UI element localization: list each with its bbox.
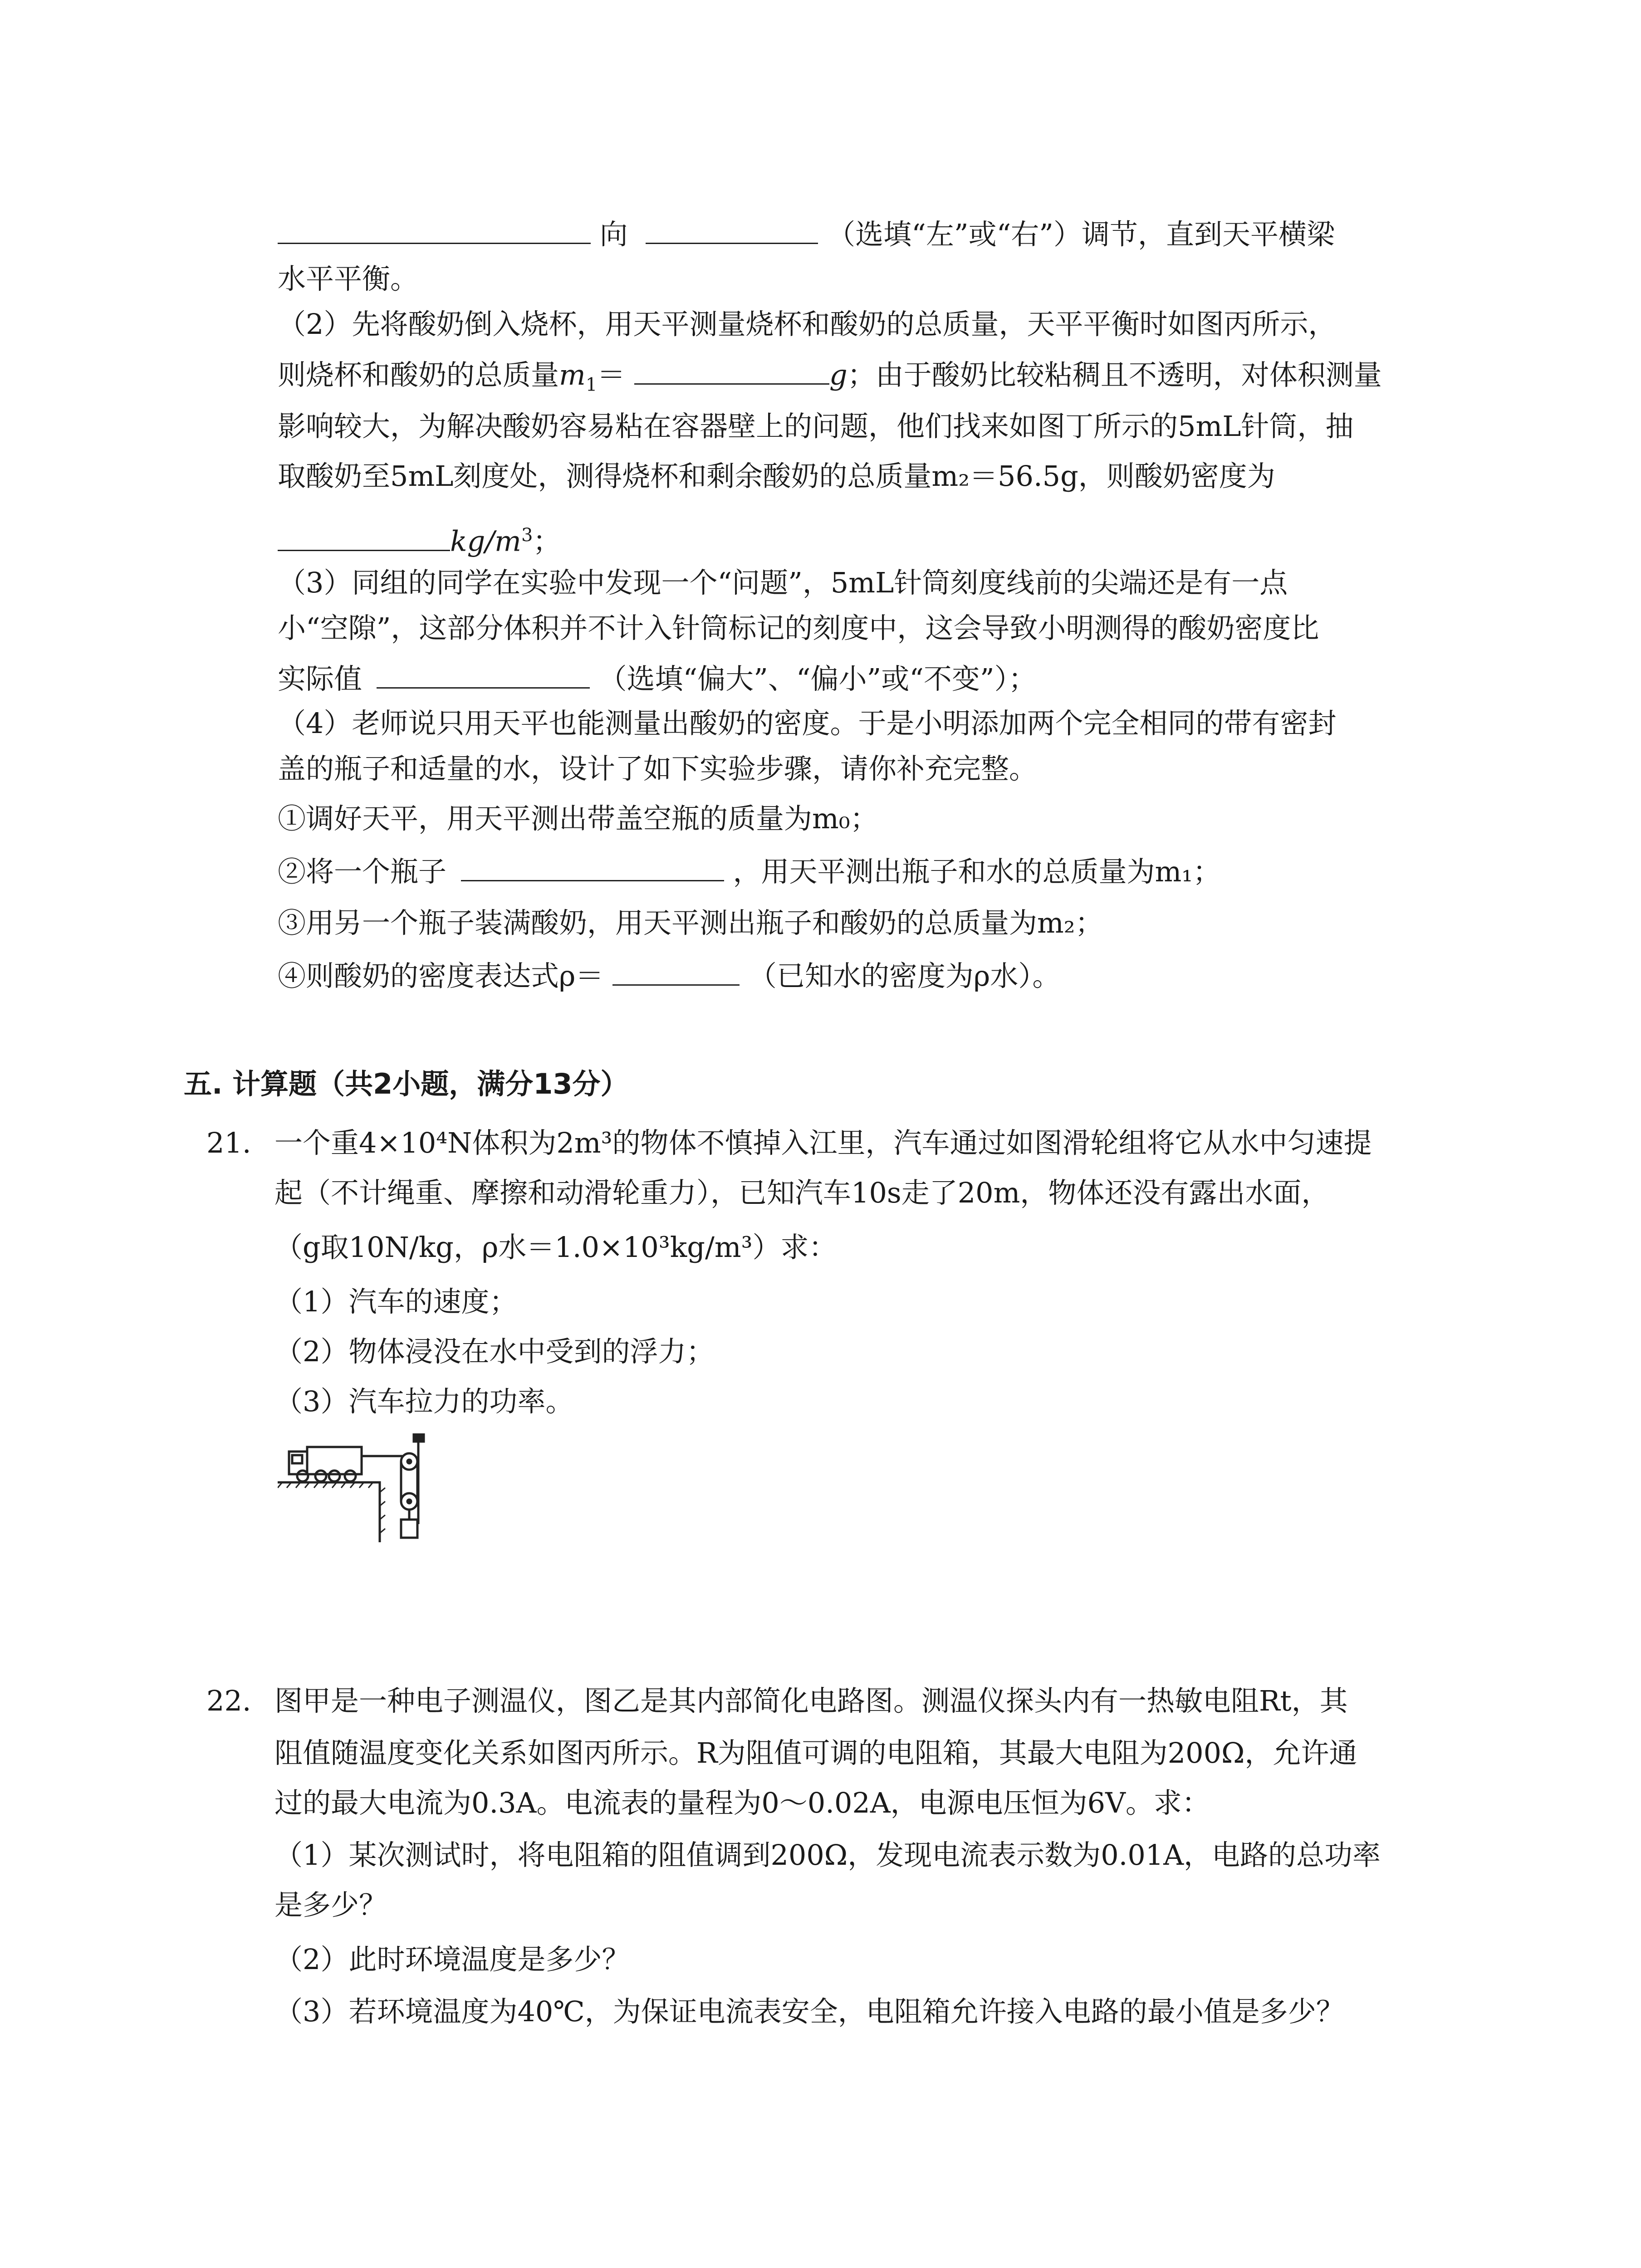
q20-step-1: ①调好天平，用天平测出带盖空瓶的质量为m₀；: [278, 802, 878, 835]
q20-p3-a: （3）同组的同学在实验中发现一个“问题”，5mL针筒刻度线前的尖端还是有一点: [278, 566, 1288, 599]
text: ；由于酸奶比较粘稠且不透明，对体积测量: [847, 358, 1382, 391]
q20-p2-d: 取酸奶至5mL刻度处，测得烧杯和剩余酸奶的总质量m₂＝56.5g，则酸奶密度为: [278, 459, 1275, 493]
answer-blank-4[interactable]: [278, 518, 450, 551]
q20-p4-a: （4）老师说只用天平也能测量出酸奶的密度。于是小明添加两个完全相同的带有密封: [278, 707, 1337, 740]
q20-p2-e: [278, 513, 1641, 564]
q21-item-2: （2）物体浸没在水中受到的浮力；: [274, 1335, 715, 1368]
q20-p2-b: [278, 352, 1641, 407]
q20-step-3: ③用另一个瓶子装满酸奶，用天平测出瓶子和酸奶的总质量为m₂；: [278, 906, 1103, 939]
q22-line-c: 过的最大电流为0.3A。电流表的量程为0～0.02A，电源电压恒为6V。求：: [274, 1786, 1210, 1819]
q21-line-a: 一个重4×10⁴N体积为2m³的物体不慎掉入江里，汽车通过如图滑轮组将它从水中匀速提: [274, 1126, 1372, 1159]
q20-p2-a: （2）先将酸奶倒入烧杯，用天平测量烧杯和酸奶的总质量，天平平衡时如图丙所示，: [278, 308, 1337, 341]
section-title: 五. 计算题（共2小题，满分13分）: [184, 1067, 629, 1100]
answer-blank-6[interactable]: [461, 848, 724, 881]
q21-line-c: （g取10N/kg，ρ水＝1.0×10³kg/m³）求：: [274, 1231, 837, 1264]
text: ，用天平测出瓶子和水的总质量为m₁；: [733, 855, 1221, 888]
q22-line-a: 图甲是一种电子测温仪，图乙是其内部简化电路图。测温仪探头内有一热敏电阻Rt，其: [274, 1684, 1348, 1717]
text: （选填“偏大”、“偏小”或“不变”）；: [598, 662, 1037, 695]
text: 向: [599, 218, 628, 251]
q20-step-2: [278, 848, 1641, 894]
q22-item-1b: 是多少？: [274, 1888, 387, 1921]
text: ④则酸奶的密度表达式ρ＝: [278, 959, 604, 992]
q20-line-a: [278, 211, 1641, 257]
q21-number: 21.: [206, 1126, 251, 1159]
answer-blank-2[interactable]: [646, 211, 818, 244]
subscript: 1: [585, 374, 598, 396]
q22-item-3: （3）若环境温度为40℃，为保证电流表安全，电阻箱允许接入电路的最小值是多少？: [274, 1995, 1344, 2028]
answer-blank-3[interactable]: [634, 352, 829, 385]
equals: ＝: [597, 358, 626, 391]
q20-p3-c: [278, 655, 1641, 702]
unit: g: [829, 358, 847, 391]
q21-item-3: （3）汽车拉力的功率。: [274, 1385, 574, 1418]
q20-p3-b: 小“空隙”，这部分体积并不计入针筒标记的刻度中，这会导致小明测得的酸奶密度比: [278, 611, 1319, 645]
unit: kg/m: [450, 524, 521, 558]
truck-pulley-figure: [278, 1433, 468, 1542]
text: 则烧杯和酸奶的总质量: [278, 358, 559, 391]
text: 实际值: [278, 662, 362, 695]
q22-item-1a: （1）某次测试时，将电阻箱的阻值调到200Ω，发现电流表示数为0.01A，电路的总功率: [274, 1838, 1381, 1872]
q22-number: 22.: [206, 1684, 251, 1717]
q22-item-2: （2）此时环境温度是多少？: [274, 1943, 630, 1976]
q20-p2-c: 影响较大，为解决酸奶容易粘在容器壁上的问题，他们找来如图丁所示的5mL针筒，抽: [278, 410, 1354, 443]
answer-blank-1[interactable]: [278, 211, 591, 244]
text: ；: [533, 524, 561, 558]
q21-item-1: （1）汽车的速度；: [274, 1285, 518, 1318]
text: ②将一个瓶子: [278, 855, 447, 888]
superscript: 3: [521, 525, 533, 546]
text: （选填“左”或“右”）调节，直到天平横梁: [827, 218, 1335, 251]
q22-line-b: 阻值随温度变化关系如图丙所示。R为阻值可调的电阻箱，其最大电阻为200Ω，允许通: [274, 1736, 1357, 1769]
var-m: m: [559, 358, 586, 391]
text: （已知水的密度为ρ水）。: [748, 959, 1061, 992]
answer-blank-7[interactable]: [612, 953, 740, 986]
answer-blank-5[interactable]: [377, 655, 590, 689]
q21-line-b: 起（不计绳重、摩擦和动滑轮重力），已知汽车10s走了20m，物体还没有露出水面，: [274, 1176, 1330, 1209]
q20-line-b: 水平平衡。: [278, 262, 419, 295]
q20-step-4: [278, 953, 1641, 999]
q20-p4-b: 盖的瓶子和适量的水，设计了如下实验步骤，请你补充完整。: [278, 752, 1038, 785]
